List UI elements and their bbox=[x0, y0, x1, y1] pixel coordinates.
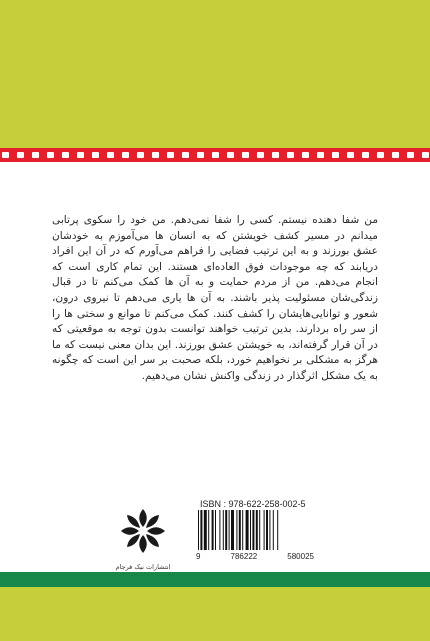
perforation-hole bbox=[122, 152, 129, 158]
perforation-hole bbox=[407, 152, 414, 158]
barcode-bar bbox=[198, 510, 199, 550]
perforation-hole bbox=[332, 152, 339, 158]
blurb-text: من شفا دهنده نیستم. کسی را شفا نمی‌دهم. من خود را سکوی پرتابی میدانم در مسیر کشف خویشتن که به انسان ها می‌آموزم به خودشان عشق بورزند و به این ترتیب فضایی را فراهم می‌آورم که در آن این افراد دریابند که چه موجودات فوق العاده‌ای هستند. این تمام کاری است که انجام می‌دهم. من از مردم حمایت و به آن ها کمک می‌کنم تا در قبال زندگی‌شان مسئولیت پذیر باشند. به آن ها یاری می‌دهم تا نیروی درون، شعور و توانایی‌هایشان را کشف کنند. کمک می‌کنم تا موانع و سختی ها را از سر راه بردارند. بدین ترتیب خواهند توانست بدون توجه به موقعیتی که در آن قرار گرفته‌اند، به خویشتن عشق بورزند. این بدان معنی نیست که ما هرگز به مشکلی بر نخواهیم خورد، بلکه صحبت بر سر این است که چگونه به یک مشکل اثرگذار در زندگی واکنش نشان می‌دهیم. bbox=[52, 214, 378, 382]
barcode-bar bbox=[252, 510, 254, 550]
perforation-hole bbox=[92, 152, 99, 158]
bottom-color-band bbox=[0, 587, 430, 641]
barcode-bar bbox=[246, 510, 249, 550]
perforation-hole bbox=[17, 152, 24, 158]
barcode-bar bbox=[269, 510, 270, 550]
barcode-bar bbox=[225, 510, 227, 550]
barcode-bar bbox=[212, 510, 214, 550]
perforation-hole bbox=[242, 152, 249, 158]
isbn-label: ISBN : 978-622-258-002-5 bbox=[200, 499, 306, 509]
barcode-bar bbox=[242, 510, 243, 550]
perforation-hole bbox=[422, 152, 429, 158]
perforation-hole bbox=[47, 152, 54, 158]
barcode-bar bbox=[200, 510, 202, 550]
publisher-logo bbox=[117, 505, 169, 561]
perforation-hole bbox=[182, 152, 189, 158]
barcode-bar bbox=[273, 510, 274, 550]
publisher-name: انتشارات نیک فرجام bbox=[115, 563, 171, 571]
perforation-hole bbox=[77, 152, 84, 158]
green-strip bbox=[0, 572, 430, 587]
red-perforated-strip bbox=[0, 148, 430, 162]
perforation-hole bbox=[362, 152, 369, 158]
perforation-hole bbox=[317, 152, 324, 158]
barcode-bar bbox=[256, 510, 258, 550]
barcode-bar bbox=[229, 510, 230, 550]
barcode-bar bbox=[266, 510, 268, 550]
perforation-hole bbox=[347, 152, 354, 158]
perforation-hole bbox=[107, 152, 114, 158]
barcode-bar bbox=[239, 510, 241, 550]
perforation-hole bbox=[257, 152, 264, 158]
perforation-hole bbox=[152, 152, 159, 158]
perforation-hole bbox=[227, 152, 234, 158]
barcode-bar bbox=[259, 510, 260, 550]
perforation-hole bbox=[32, 152, 39, 158]
barcode-bar bbox=[264, 510, 265, 550]
perforation-hole bbox=[302, 152, 309, 158]
barcode-bar bbox=[223, 510, 224, 550]
barcode-bar bbox=[215, 510, 216, 550]
barcode-right-group: 580025 bbox=[287, 552, 314, 561]
perforation-hole bbox=[287, 152, 294, 158]
perforation-hole bbox=[212, 152, 219, 158]
barcode-bar bbox=[231, 510, 234, 550]
barcode bbox=[196, 510, 314, 550]
barcode-bar bbox=[236, 510, 237, 550]
barcode-bar bbox=[219, 510, 220, 550]
barcode-bar bbox=[204, 510, 207, 550]
perforation-hole bbox=[2, 152, 9, 158]
perforation-hole bbox=[392, 152, 399, 158]
perforation-hole bbox=[197, 152, 204, 158]
barcode-bar bbox=[250, 510, 251, 550]
perforation-hole bbox=[137, 152, 144, 158]
barcode-left-group: 786222 bbox=[230, 552, 258, 561]
top-color-band bbox=[0, 0, 430, 148]
barcode-first-digit: 9 bbox=[196, 552, 201, 561]
perforation-hole bbox=[272, 152, 279, 158]
barcode-bar bbox=[277, 510, 278, 550]
barcode-digits bbox=[196, 552, 314, 561]
barcode-bar bbox=[208, 510, 209, 550]
perforation-hole bbox=[62, 152, 69, 158]
perforation-holes bbox=[2, 152, 429, 158]
perforation-hole bbox=[377, 152, 384, 158]
perforation-hole bbox=[167, 152, 174, 158]
